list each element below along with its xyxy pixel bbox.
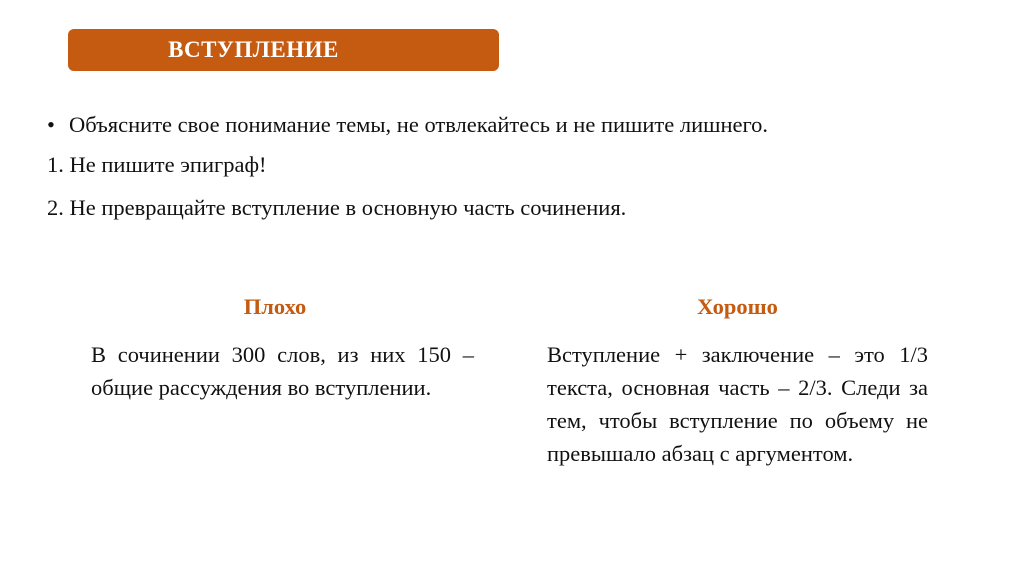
bullet-icon: • xyxy=(47,112,55,137)
bullet-text: Объясните свое понимание темы, не отвлекайтесь и не пишите лишнего. xyxy=(69,112,769,137)
bad-heading: Плохо xyxy=(243,294,307,319)
bullet-line xyxy=(47,112,768,138)
section-title: ВСТУПЛЕНИЕ xyxy=(168,37,339,62)
bad-text: В сочинении 300 слов, из них 150 – общие рассуждения во вступлении. xyxy=(91,342,474,400)
numbered-item-1: 1. Не пишите эпиграф! xyxy=(47,152,267,177)
good-heading: Хорошо xyxy=(697,294,778,319)
section-title-banner xyxy=(68,29,499,71)
good-text: Вступление + заключение – это 1/3 текста, основная часть – 2/3. Следи за тем, чтобы вступление по объему не превышало абзац с аргументом. xyxy=(547,342,928,466)
numbered-item-2: 2. Не превращайте вступление в основную часть сочинения. xyxy=(47,195,627,220)
